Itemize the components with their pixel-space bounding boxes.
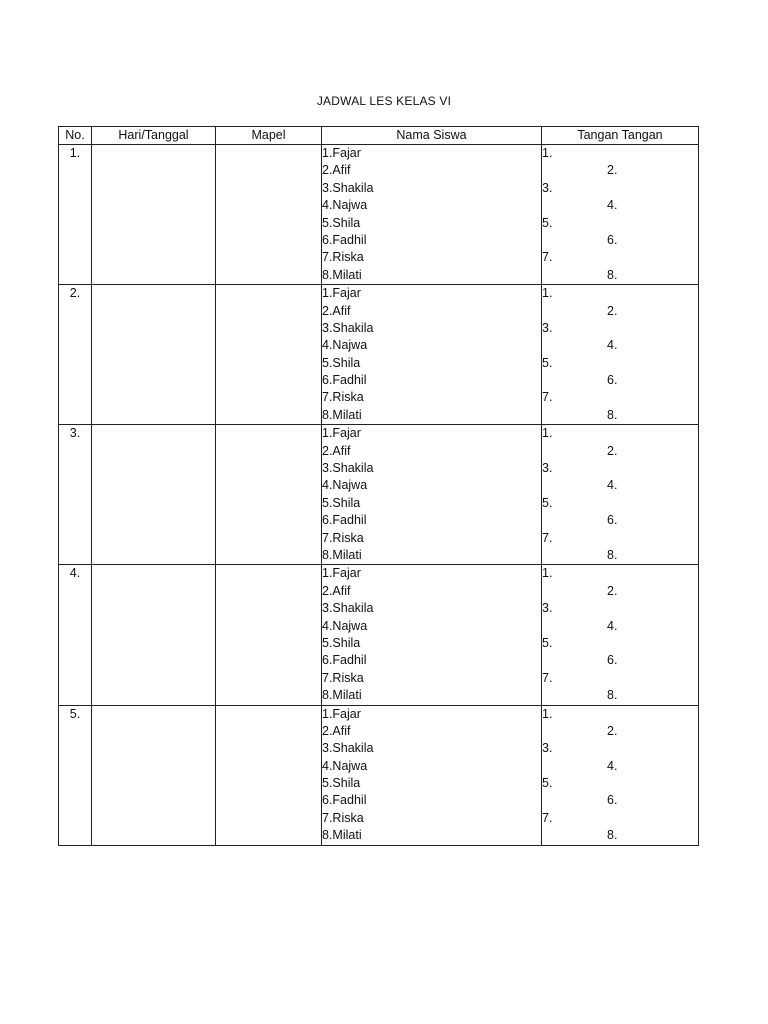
signature-slot[interactable]: 6. [607,793,618,808]
student-name: 5.Shila [322,355,361,370]
signature-slot[interactable]: 1. [542,706,553,721]
hari-tanggal-cell[interactable] [92,705,216,845]
mapel-cell[interactable] [216,425,322,565]
signature-slot[interactable]: 4. [607,478,618,493]
student-name: 4.Najwa [322,618,368,633]
signature-slot[interactable]: 1. [542,146,553,160]
student-name: 4.Najwa [322,478,368,493]
student-name: 1.Fajar [322,566,361,581]
table-row [59,285,699,425]
signature-slot[interactable]: 6. [607,232,618,247]
signature-slot[interactable]: 2. [607,443,618,458]
signature-slot[interactable]: 7. [542,250,553,265]
student-name: 6.Fadhil [322,232,367,247]
signature-slot[interactable]: 4. [607,198,618,213]
signature-slot[interactable]: 3. [542,320,553,335]
student-name: 3.Shakila [322,320,374,335]
student-name: 2.Afif [322,163,351,178]
document-title: JADWAL LES KELAS VI [316,94,452,108]
signature-slot[interactable]: 8. [607,828,618,843]
student-name: 1.Fajar [322,426,361,441]
signature-slot[interactable]: 1. [542,426,553,441]
signature-slot[interactable]: 2. [607,163,618,178]
row-number: 1. [59,145,92,285]
student-name: 3.Shakila [322,741,374,756]
signature-slot[interactable]: 6. [607,653,618,668]
student-name: 4.Najwa [322,338,368,353]
student-name: 5.Shila [322,635,361,650]
nama-siswa-cell [322,425,542,565]
signature-slot[interactable]: 8. [607,547,618,562]
table-row [59,565,699,705]
student-name: 4.Najwa [322,198,368,213]
student-name: 2.Afif [322,303,351,318]
student-name: 7.Riska [322,810,364,825]
student-name: 8.Milati [322,828,362,843]
student-name: 5.Shila [322,495,361,510]
table-row [59,145,699,285]
nama-siswa-cell [322,285,542,425]
student-name: 5.Shila [322,215,361,230]
header-nama-siswa: Nama Siswa [322,127,542,145]
signature-slot[interactable]: 2. [607,583,618,598]
tanda-tangan-cell [542,565,699,705]
signature-slot[interactable]: 4. [607,618,618,633]
hari-tanggal-cell[interactable] [92,285,216,425]
row-number: 5. [59,705,92,845]
student-name: 1.Fajar [322,286,361,301]
student-name: 7.Riska [322,670,364,685]
tanda-tangan-cell [542,705,699,845]
student-name: 6.Fadhil [322,513,367,528]
signature-slot[interactable]: 6. [607,513,618,528]
table-body [59,145,699,846]
table-row [59,425,699,565]
student-name: 2.Afif [322,443,351,458]
signature-slot[interactable]: 8. [607,267,618,282]
tanda-tangan-cell [542,425,699,565]
mapel-cell[interactable] [216,145,322,285]
hari-tanggal-cell[interactable] [92,425,216,565]
signature-slot[interactable]: 5. [542,355,553,370]
signature-slot[interactable]: 5. [542,776,553,791]
header-tanda-tangan: Tangan Tangan [542,127,699,145]
signature-slot[interactable]: 5. [542,635,553,650]
signature-slot[interactable]: 3. [542,601,553,616]
signature-slot[interactable]: 7. [542,670,553,685]
row-number: 3. [59,425,92,565]
nama-siswa-cell [322,145,542,285]
signature-slot[interactable]: 5. [542,495,553,510]
student-name: 6.Fadhil [322,793,367,808]
table-row [59,705,699,845]
nama-siswa-cell [322,705,542,845]
signature-slot[interactable]: 6. [607,373,618,388]
signature-slot[interactable]: 7. [542,390,553,405]
student-name: 8.Milati [322,547,362,562]
student-name: 8.Milati [322,407,362,422]
row-number: 4. [59,565,92,705]
signature-slot[interactable]: 1. [542,286,553,301]
mapel-cell[interactable] [216,565,322,705]
student-name: 3.Shakila [322,461,374,476]
hari-tanggal-cell[interactable] [92,565,216,705]
table-header-row [59,127,699,145]
schedule-table [58,126,699,846]
signature-slot[interactable]: 7. [542,530,553,545]
signature-slot[interactable]: 3. [542,461,553,476]
mapel-cell[interactable] [216,705,322,845]
student-name: 5.Shila [322,776,361,791]
student-name: 7.Riska [322,250,364,265]
mapel-cell[interactable] [216,285,322,425]
nama-siswa-cell [322,565,542,705]
hari-tanggal-cell[interactable] [92,145,216,285]
tanda-tangan-cell [542,285,699,425]
student-name: 3.Shakila [322,180,374,195]
student-name: 8.Milati [322,688,362,703]
signature-slot[interactable]: 1. [542,566,553,581]
student-name: 7.Riska [322,390,364,405]
student-name: 1.Fajar [322,706,361,721]
student-name: 6.Fadhil [322,373,367,388]
student-name: 8.Milati [322,267,362,282]
student-name: 1.Fajar [322,146,361,160]
row-number: 2. [59,285,92,425]
signature-slot[interactable]: 2. [607,303,618,318]
header-hari-tanggal: Hari/Tanggal [92,127,216,145]
signature-slot[interactable]: 4. [607,338,618,353]
signature-slot[interactable]: 7. [542,810,553,825]
signature-slot[interactable]: 2. [607,723,618,738]
student-name: 6.Fadhil [322,653,367,668]
student-name: 7.Riska [322,530,364,545]
tanda-tangan-cell [542,145,699,285]
header-mapel: Mapel [216,127,322,145]
signature-slot[interactable]: 4. [607,758,618,773]
signature-slot[interactable]: 3. [542,741,553,756]
student-name: 3.Shakila [322,601,374,616]
signature-slot[interactable]: 8. [607,407,618,422]
student-name: 2.Afif [322,583,351,598]
signature-slot[interactable]: 5. [542,215,553,230]
student-name: 2.Afif [322,723,351,738]
signature-slot[interactable]: 8. [607,688,618,703]
student-name: 4.Najwa [322,758,368,773]
header-no: No. [59,127,92,145]
signature-slot[interactable]: 3. [542,180,553,195]
